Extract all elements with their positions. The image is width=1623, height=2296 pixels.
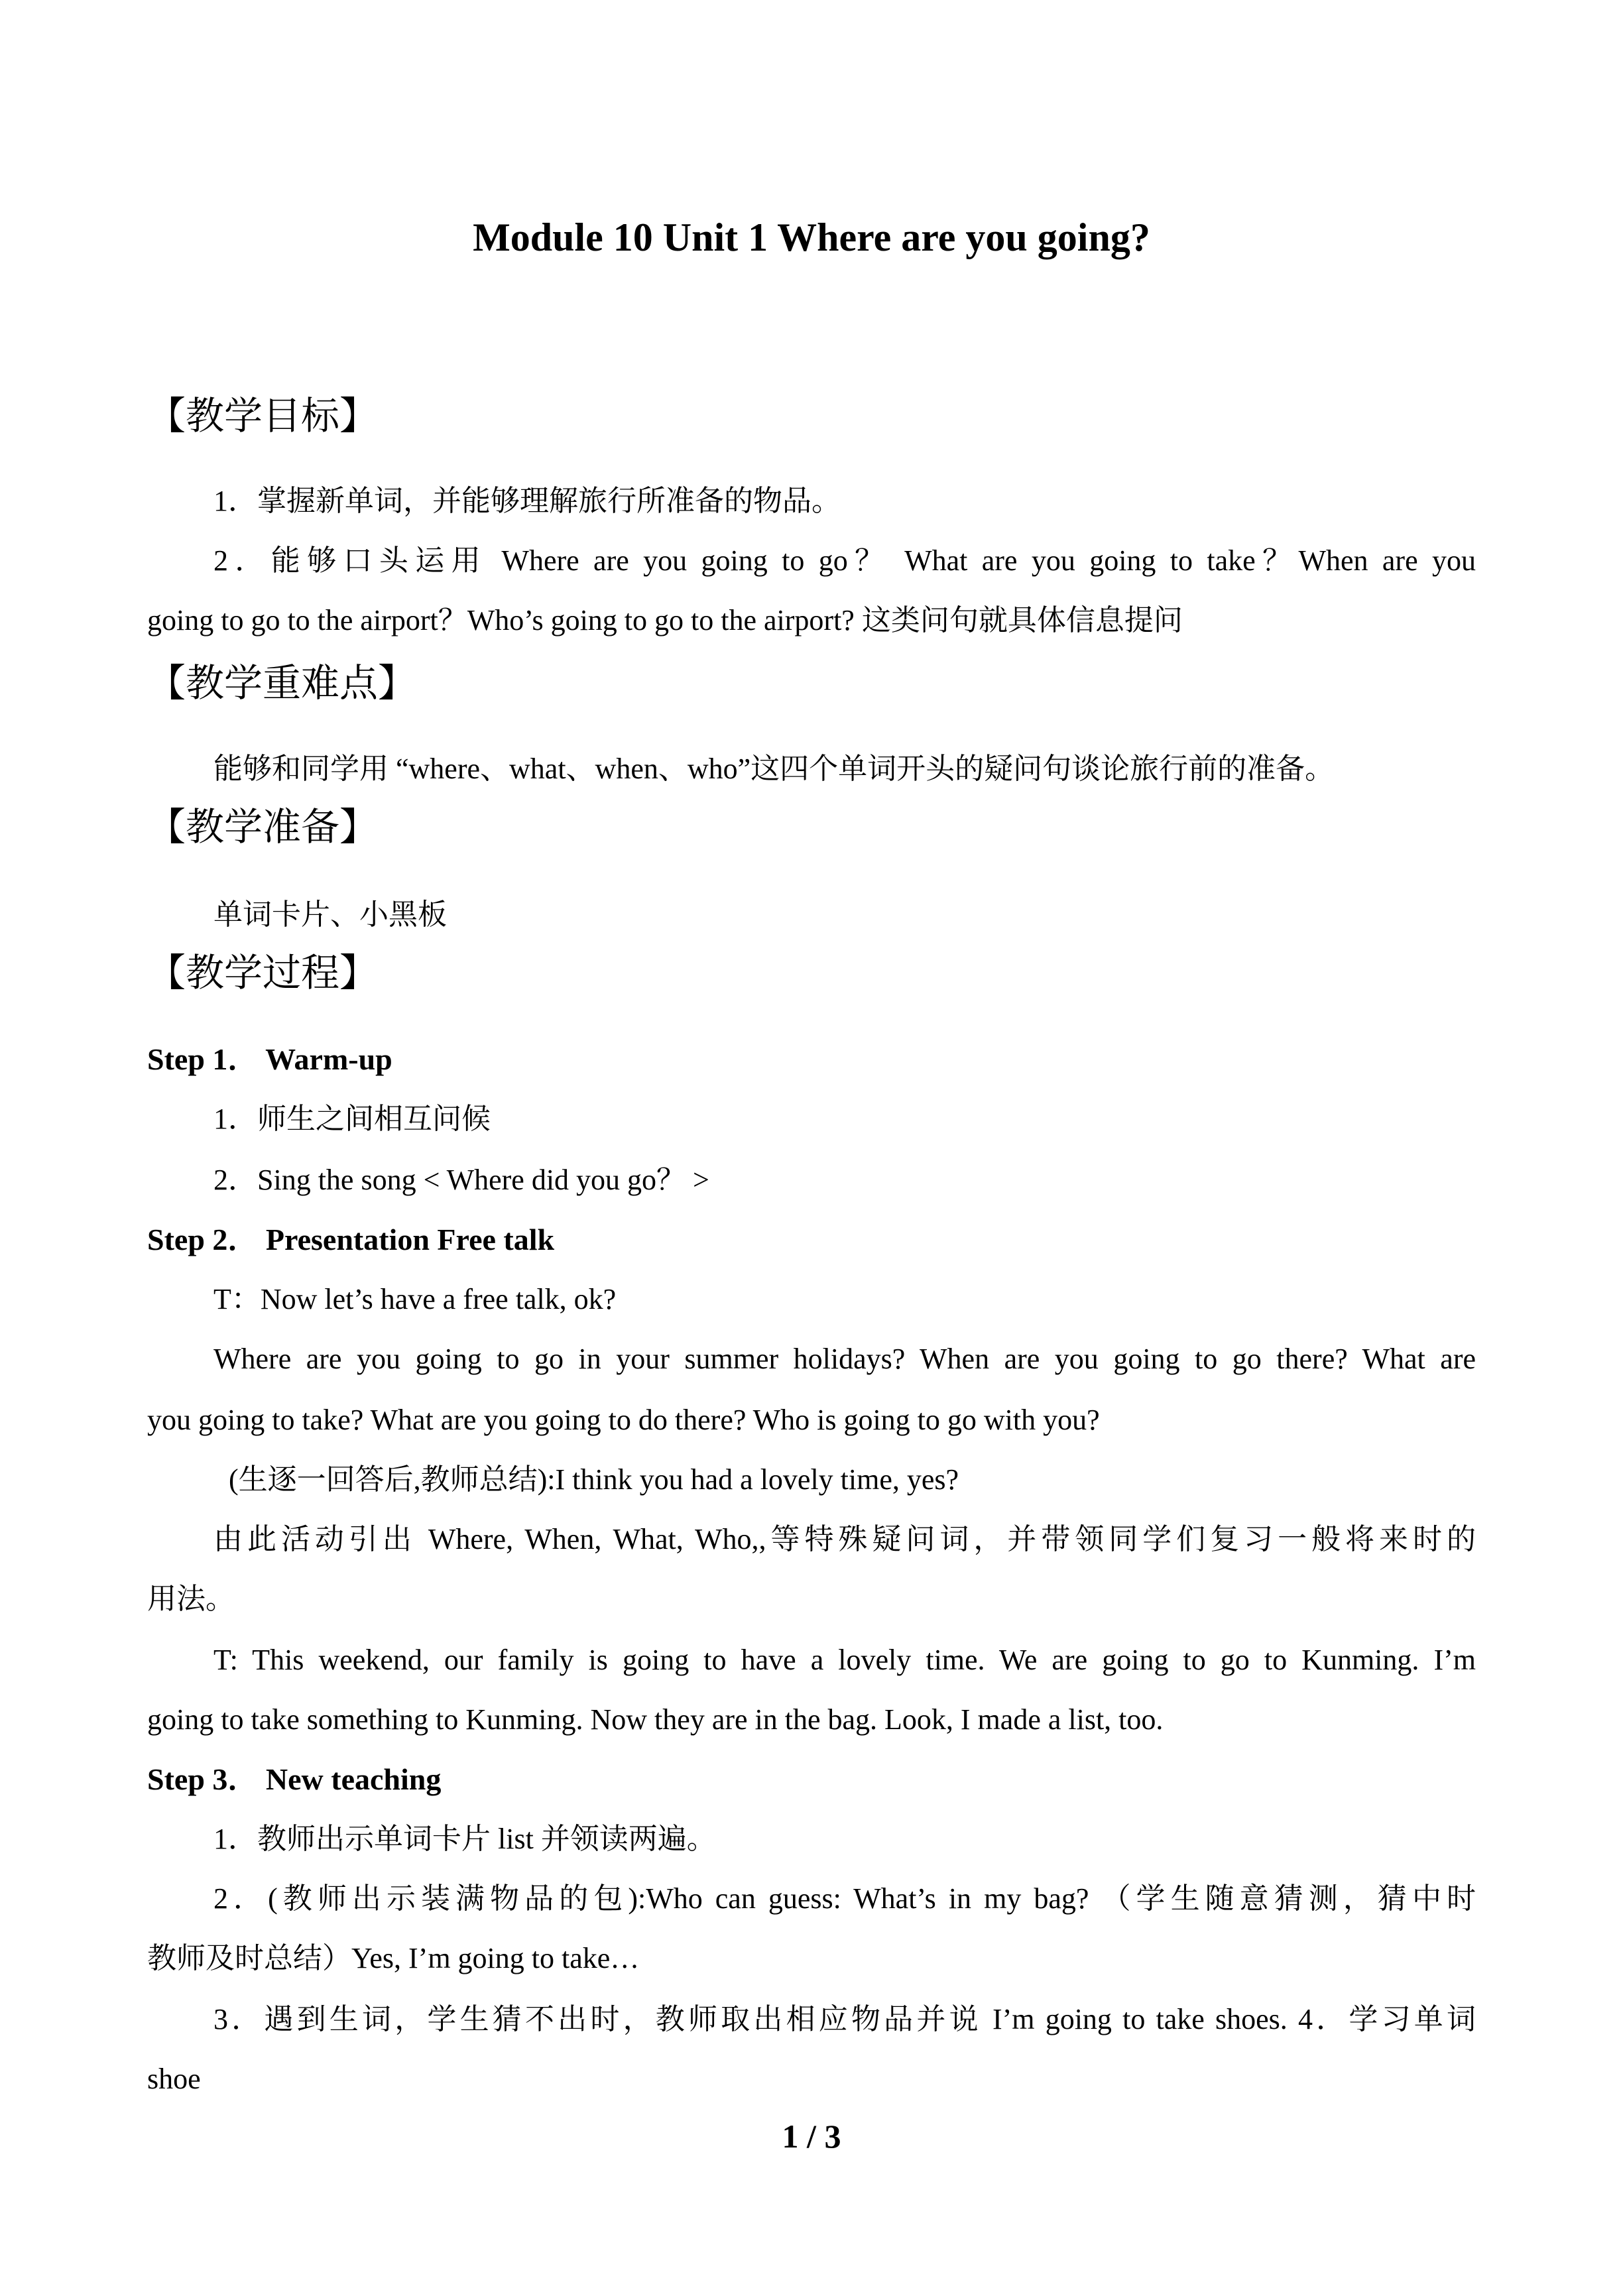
step-3-line-4: 3．遇到生词，学生猜不出时，教师取出相应物品并说 I’m going to take shoes. 4．学习单词 (213, 2003, 1476, 2035)
step-2-line-5: 由此活动引出 Where, When, What, Who,,等特殊疑问词，并带领同学们复习一般将来时的 (213, 1523, 1476, 1555)
step-2-line-1: T：Now let’s have a free talk, ok? (213, 1283, 617, 1315)
step-2-line-3: you going to take? What are you going to do there? Who is going to go with you? (147, 1404, 1100, 1436)
page-number: 1 / 3 (782, 2118, 841, 2155)
preparation-text: 单词卡片、小黑板 (213, 898, 447, 931)
step-1-line-1: 1．师生之间相互问候 (213, 1103, 491, 1135)
step-3-line-1: 1．教师出示单词卡片 list 并领读两遍。 (213, 1823, 716, 1855)
step-2-line-4: (生逐一回答后,教师总结):I think you had a lovely time, yes? (229, 1463, 959, 1496)
step-3-title: Step 3． New teaching (147, 1762, 442, 1796)
section-heading-process: 【教学过程】 (147, 950, 379, 995)
document-title: Module 10 Unit 1 Where are you going? (473, 215, 1150, 259)
step-2-title: Step 2． Presentation Free talk (147, 1223, 555, 1256)
step-2-line-7: T: This weekend, our family is going to have a lovely time. We are going to go to Kunming. I’m (213, 1644, 1476, 1676)
objective-item-2: 2．能够口头运用 Where are you going to go？ What are you going to take？When are you (213, 544, 1476, 577)
step-2-line-8: going to take something to Kunming. Now they are in the bag. Look, I made a list, too. (147, 1703, 1164, 1736)
step-1-title: Step 1． Warm-up (147, 1042, 392, 1076)
step-3-line-2: 2．(教师出示装满物品的包):Who can guess: What’s in my bag? （学生随意猜测，猜中时 (213, 1882, 1476, 1915)
key-points-text: 能够和同学用 “where、what、when、who”这四个单词开头的疑问句谈论旅行前的准备。 (213, 753, 1335, 785)
step-1-line-2: 2．Sing the song < Where did you go？ > (213, 1164, 709, 1196)
section-heading-key-points: 【教学重难点】 (147, 660, 417, 705)
section-heading-preparation: 【教学准备】 (147, 804, 379, 849)
step-2-line-2: Where are you going to go in your summer holidays? When are you going to go there? What are (213, 1343, 1476, 1375)
step-3-line-5: shoe (147, 2063, 201, 2095)
section-heading-objectives: 【教学目标】 (147, 393, 379, 438)
step-3-line-3: 教师及时总结）Yes, I’m going to take… (147, 1942, 640, 1974)
step-2-line-6: 用法。 (147, 1583, 235, 1615)
objective-item-1: 1．掌握新单词，并能够理解旅行所准备的物品。 (213, 485, 841, 517)
objective-item-2-cont: going to go to the airport？Who’s going to go to the airport? 这类问句就具体信息提问 (147, 604, 1183, 636)
